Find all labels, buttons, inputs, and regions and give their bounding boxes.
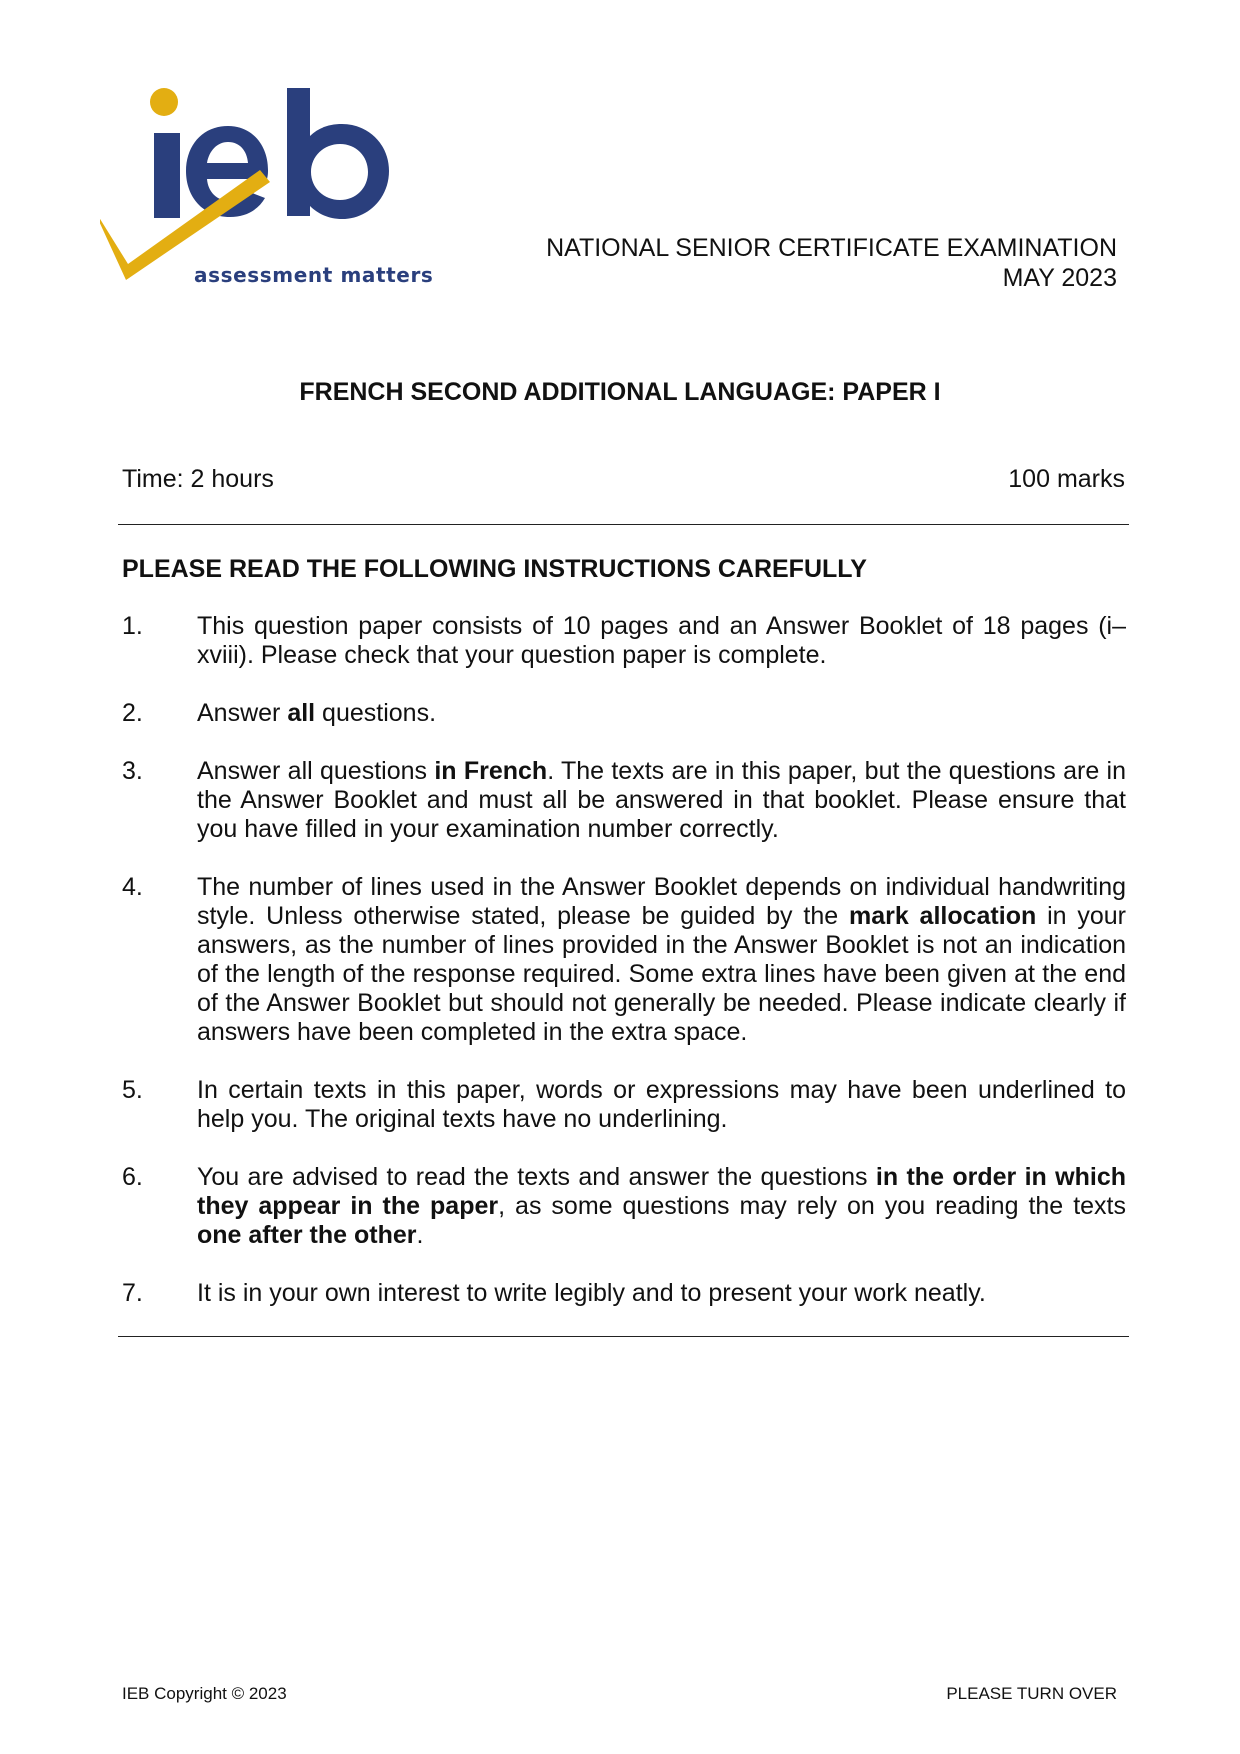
instructions-list xyxy=(122,612,1126,1308)
instruction-text-part: In certain texts in this paper, words or expressions may have been underlined to help you. The original texts have no underlining. xyxy=(197,1076,1126,1133)
logo-letters xyxy=(154,88,389,219)
instruction-text xyxy=(197,1279,1126,1308)
instruction-number: 7. xyxy=(122,1279,143,1307)
instruction-emphasis: in the order in which they appear in the paper xyxy=(197,1163,1126,1220)
instruction-text-part: . The texts are in this paper, but the questions are in the Answer Booklet and must all be answered in that booklet. Please ensure that you have filled in your examination number correctly. xyxy=(197,757,1127,843)
ieb-logo xyxy=(100,88,450,318)
instruction-emphasis: mark allocation xyxy=(848,902,1037,930)
instruction-number: 4. xyxy=(122,873,143,901)
paper-title: FRENCH SECOND ADDITIONAL LANGUAGE: PAPER I xyxy=(299,378,941,406)
instructions-heading: PLEASE READ THE FOLLOWING INSTRUCTIONS CAREFULLY xyxy=(122,555,867,583)
instruction-item xyxy=(122,1076,1126,1134)
instruction-emphasis: one after the other xyxy=(197,1221,417,1249)
instruction-text-part: It is in your own interest to write legibly and to present your work neatly. xyxy=(197,1279,986,1307)
instruction-text-part: Answer all questions xyxy=(197,757,435,785)
instruction-text-part: . xyxy=(416,1221,424,1249)
exam-header xyxy=(546,233,1117,293)
exam-session: MAY 2023 xyxy=(1002,264,1117,292)
exam-name: NATIONAL SENIOR CERTIFICATE EXAMINATION xyxy=(546,234,1117,262)
instruction-text xyxy=(197,757,1126,844)
instruction-text xyxy=(197,699,1126,728)
instruction-number: 6. xyxy=(122,1163,143,1191)
instruction-text-part: This question paper consists of 10 pages and an Answer Booklet of 18 pages (i–xviii). Please check that your question paper is complete. xyxy=(197,612,1126,669)
instruction-text-part: questions. xyxy=(315,699,437,727)
instruction-text-part: The number of lines used in the Answer Booklet depends on individual handwriting style. Unless otherwise stated, please be guided by the xyxy=(197,873,1126,930)
instruction-text-part: You are advised to read the texts and answer the questions xyxy=(197,1163,876,1191)
bottom-divider xyxy=(118,1336,1129,1337)
instruction-number: 3. xyxy=(122,757,143,785)
instruction-text-part: in your answers, as the number of lines provided in the Answer Booklet is not an indication of the length of the response required. Some extra lines have been given at the end of the Answer Booklet but should not generally be needed. Please indicate clearly if answers have been completed in the extra space. xyxy=(197,902,1126,1046)
footer-copyright: IEB Copyright © 2023 xyxy=(122,1684,287,1703)
instruction-text-part: , as some questions may rely on you reading the texts xyxy=(498,1192,1126,1220)
instruction-number: 1. xyxy=(122,612,143,640)
instruction-text xyxy=(197,1163,1126,1250)
top-divider xyxy=(118,524,1129,525)
instruction-item xyxy=(122,1279,1126,1308)
logo-tagline: assessment matters xyxy=(194,263,434,287)
logo-letter-i xyxy=(154,133,180,218)
instruction-emphasis: all xyxy=(287,699,316,727)
instruction-text xyxy=(197,1076,1126,1134)
exam-marks: 100 marks xyxy=(1008,465,1125,493)
instruction-text-part: Answer xyxy=(197,699,288,727)
instruction-number: 2. xyxy=(122,699,143,727)
instruction-item xyxy=(122,612,1126,670)
instruction-item xyxy=(122,873,1126,1047)
instruction-item xyxy=(122,1163,1126,1250)
footer-turn-over: PLEASE TURN OVER xyxy=(946,1684,1117,1703)
logo-dot xyxy=(150,88,178,116)
time-marks-row xyxy=(122,465,1125,494)
instruction-emphasis: in French xyxy=(434,757,548,785)
instruction-number: 5. xyxy=(122,1076,143,1104)
instruction-item xyxy=(122,757,1126,844)
instruction-text xyxy=(197,873,1126,1047)
exam-time: Time: 2 hours xyxy=(122,465,274,493)
instruction-text xyxy=(197,612,1126,670)
instruction-item xyxy=(122,699,1126,728)
logo-letter-b xyxy=(287,88,389,219)
